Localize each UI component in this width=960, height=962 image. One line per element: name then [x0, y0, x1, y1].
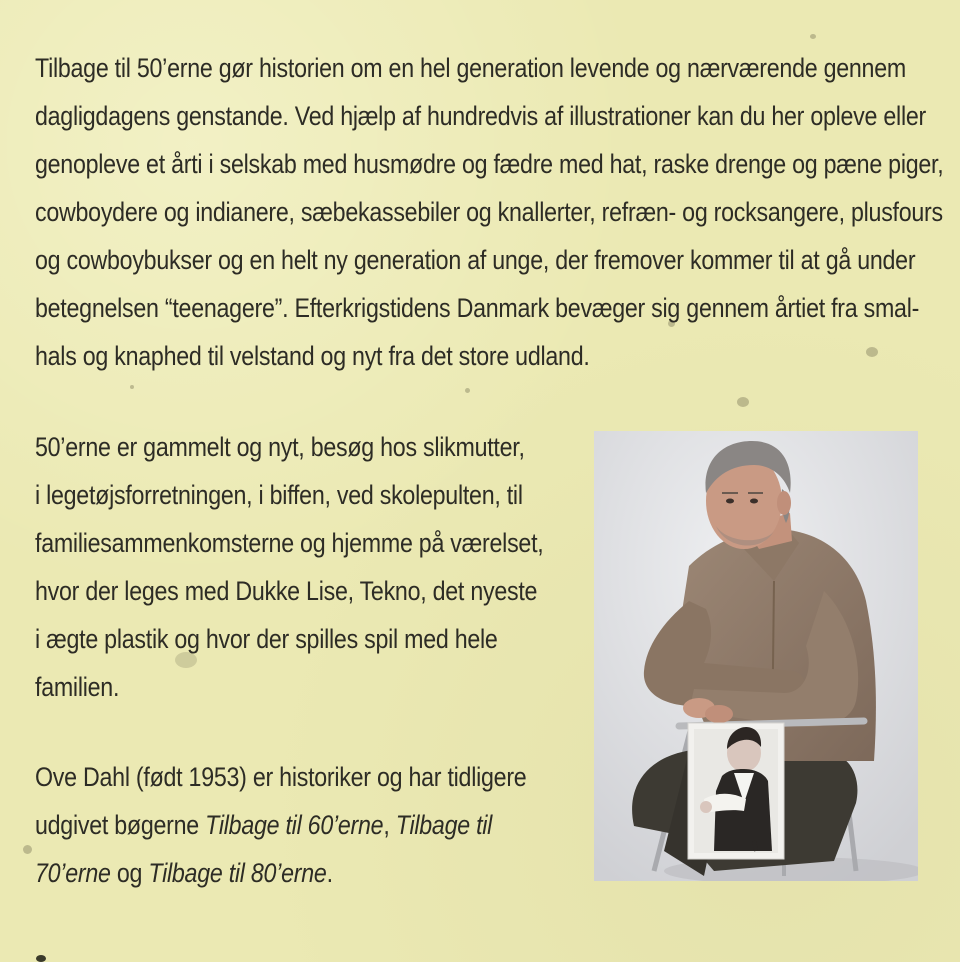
text-fragment: udgivet bøgerne — [35, 810, 206, 840]
paper-speck — [465, 388, 470, 393]
text-fragment: og — [110, 858, 149, 888]
text-line: betegnelsen “teenagere”. Efterkrigstidens Danmark bevæger sig gennem årtiet fra smal- — [35, 293, 920, 323]
intro-paragraph — [35, 44, 943, 380]
text-line: og cowboybukser og en helt ny generation af unge, der fremover kommer til at gå under — [35, 245, 916, 275]
childhood-photo — [688, 723, 784, 859]
text-line: familien. — [35, 672, 120, 702]
text-line: genopleve et årti i selskab med husmødre og fædre med hat, raske drenge og pæne piger, — [35, 149, 944, 179]
text-line: hals og knaphed til velstand og nyt fra det store udland. — [35, 341, 590, 371]
book-title: Tilbage til 60’erne — [205, 810, 384, 840]
text-line: cowboydere og indianere, sæbekassebiler og knallerter, refræn- og rocksangere, plusfours — [35, 197, 943, 227]
book-title: Tilbage til 80’erne — [148, 858, 327, 888]
text-fragment: , — [383, 810, 396, 840]
text-line: 50’erne er gammelt og nyt, besøg hos slikmutter, — [35, 432, 525, 462]
book-title: 70’erne — [35, 858, 111, 888]
paper-speck — [810, 34, 816, 39]
text-line: Ove Dahl (født 1953) er historiker og har tidligere — [35, 762, 527, 792]
text-fragment: . — [326, 858, 333, 888]
text-line: familiesammenkomsterne og hjemme på værelset, — [35, 528, 544, 558]
author-paragraph — [35, 753, 526, 897]
paper-speck — [23, 845, 32, 854]
author-portrait-illustration — [594, 431, 918, 881]
text-line: hvor der leges med Dukke Lise, Tekno, det nyeste — [35, 576, 538, 606]
book-title: Tilbage til — [395, 810, 493, 840]
text-line: Tilbage til 50’erne gør historien om en hel generation levende og nærværende gennem — [35, 53, 906, 83]
paper-speck — [130, 385, 134, 389]
text-line — [35, 801, 526, 849]
text-line — [35, 849, 526, 897]
fifties-paragraph — [35, 423, 543, 711]
author-photo — [594, 431, 918, 881]
text-line: i ægte plastik og hvor der spilles spil med hele — [35, 624, 498, 654]
text-line: dagligdagens genstande. Ved hjælp af hundredvis af illustrationer kan du her opleve eller — [35, 101, 926, 131]
text-line: i legetøjsforretningen, i biffen, ved skolepulten, til — [35, 480, 523, 510]
paper-speck — [737, 397, 749, 407]
paper-speck — [36, 955, 46, 962]
